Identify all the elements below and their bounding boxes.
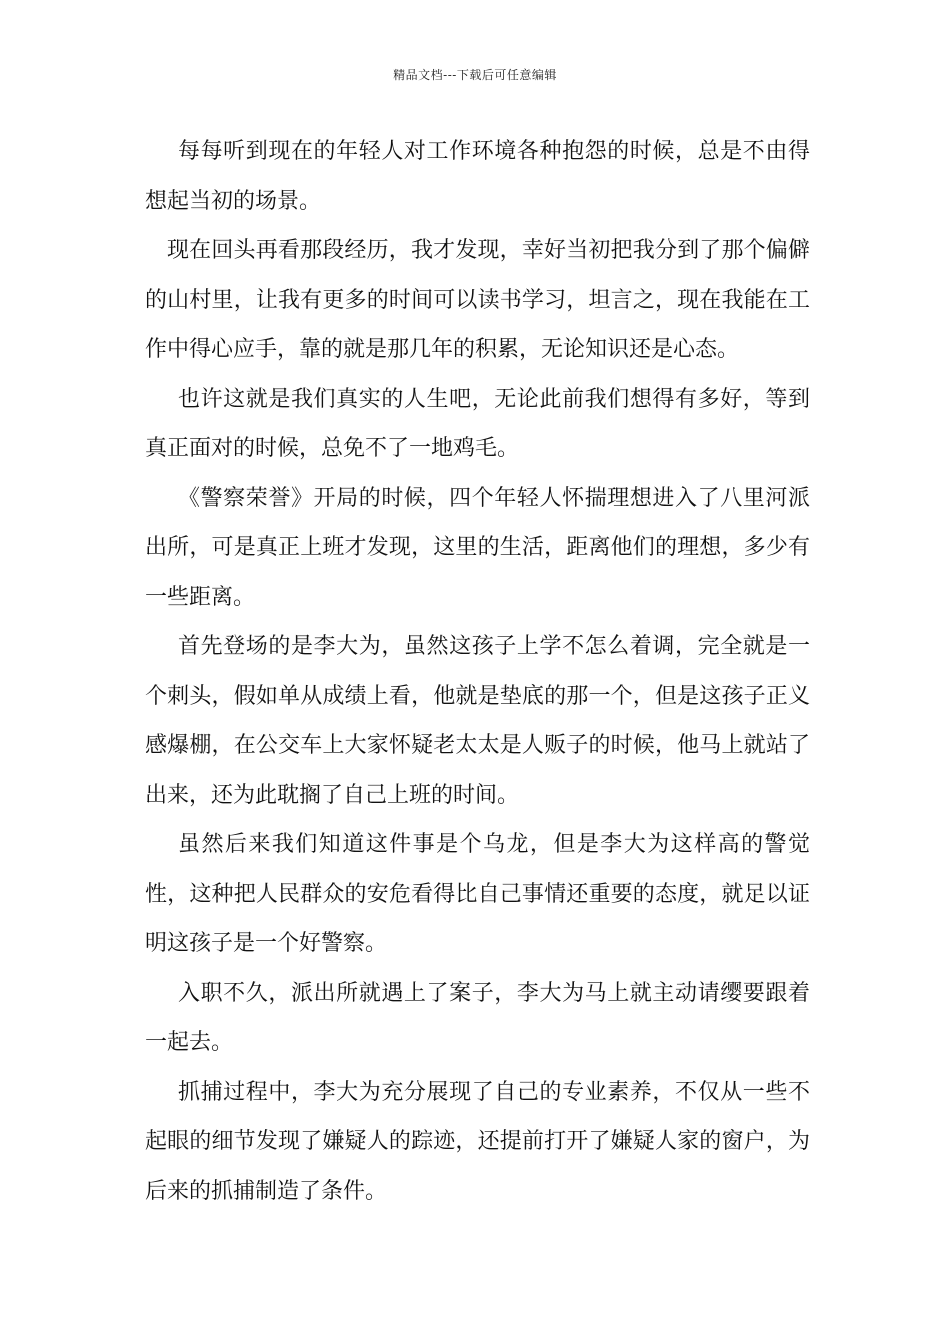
document-body (145, 127, 810, 1216)
page-header: 精品文档---下载后可任意编辑 (393, 68, 557, 82)
paragraph: 虽然后来我们知道这件事是个乌龙，但是李大为这样高的警觉性，这种把人民群众的安危看得比自己事情还重要的态度，就足以证明这孩子是一个好警察。 (145, 832, 810, 956)
paragraph: 也许这就是我们真实的人生吧，无论此前我们想得有多好，等到真正面对的时候，总免不了一地鸡毛。 (145, 386, 810, 461)
paragraph: 现在回头再看那段经历，我才发现，幸好当初把我分到了那个偏僻的山村里，让我有更多的时间可以读书学习，坦言之，现在我能在工作中得心应手，靠的就是那几年的积累，无论知识还是心态。 (145, 238, 810, 362)
paragraph: 抓捕过程中，李大为充分展现了自己的专业素养，不仅从一些不起眼的细节发现了嫌疑人的踪迹，还提前打开了嫌疑人家的窗户，为后来的抓捕制造了条件。 (145, 1079, 810, 1204)
paragraph: 入职不久，派出所就遇上了案子，李大为马上就主动请缨要跟着一起去。 (145, 980, 810, 1055)
paragraph: 每每听到现在的年轻人对工作环境各种抱怨的时候，总是不由得想起当初的场景。 (145, 139, 810, 214)
paragraph: 首先登场的是李大为，虽然这孩子上学不怎么着调，完全就是一个刺头，假如单从成绩上看，他就是垫底的那一个，但是这孩子正义感爆棚，在公交车上大家怀疑老太太是人贩子的时候，他马上就站了出来，还为此耽搁了自己上班的时间。 (145, 634, 810, 808)
paragraph: 《警察荣誉》开局的时候，四个年轻人怀揣理想进入了八里河派出所，可是真正上班才发现，这里的生活，距离他们的理想，多少有一些距离。 (145, 485, 810, 610)
